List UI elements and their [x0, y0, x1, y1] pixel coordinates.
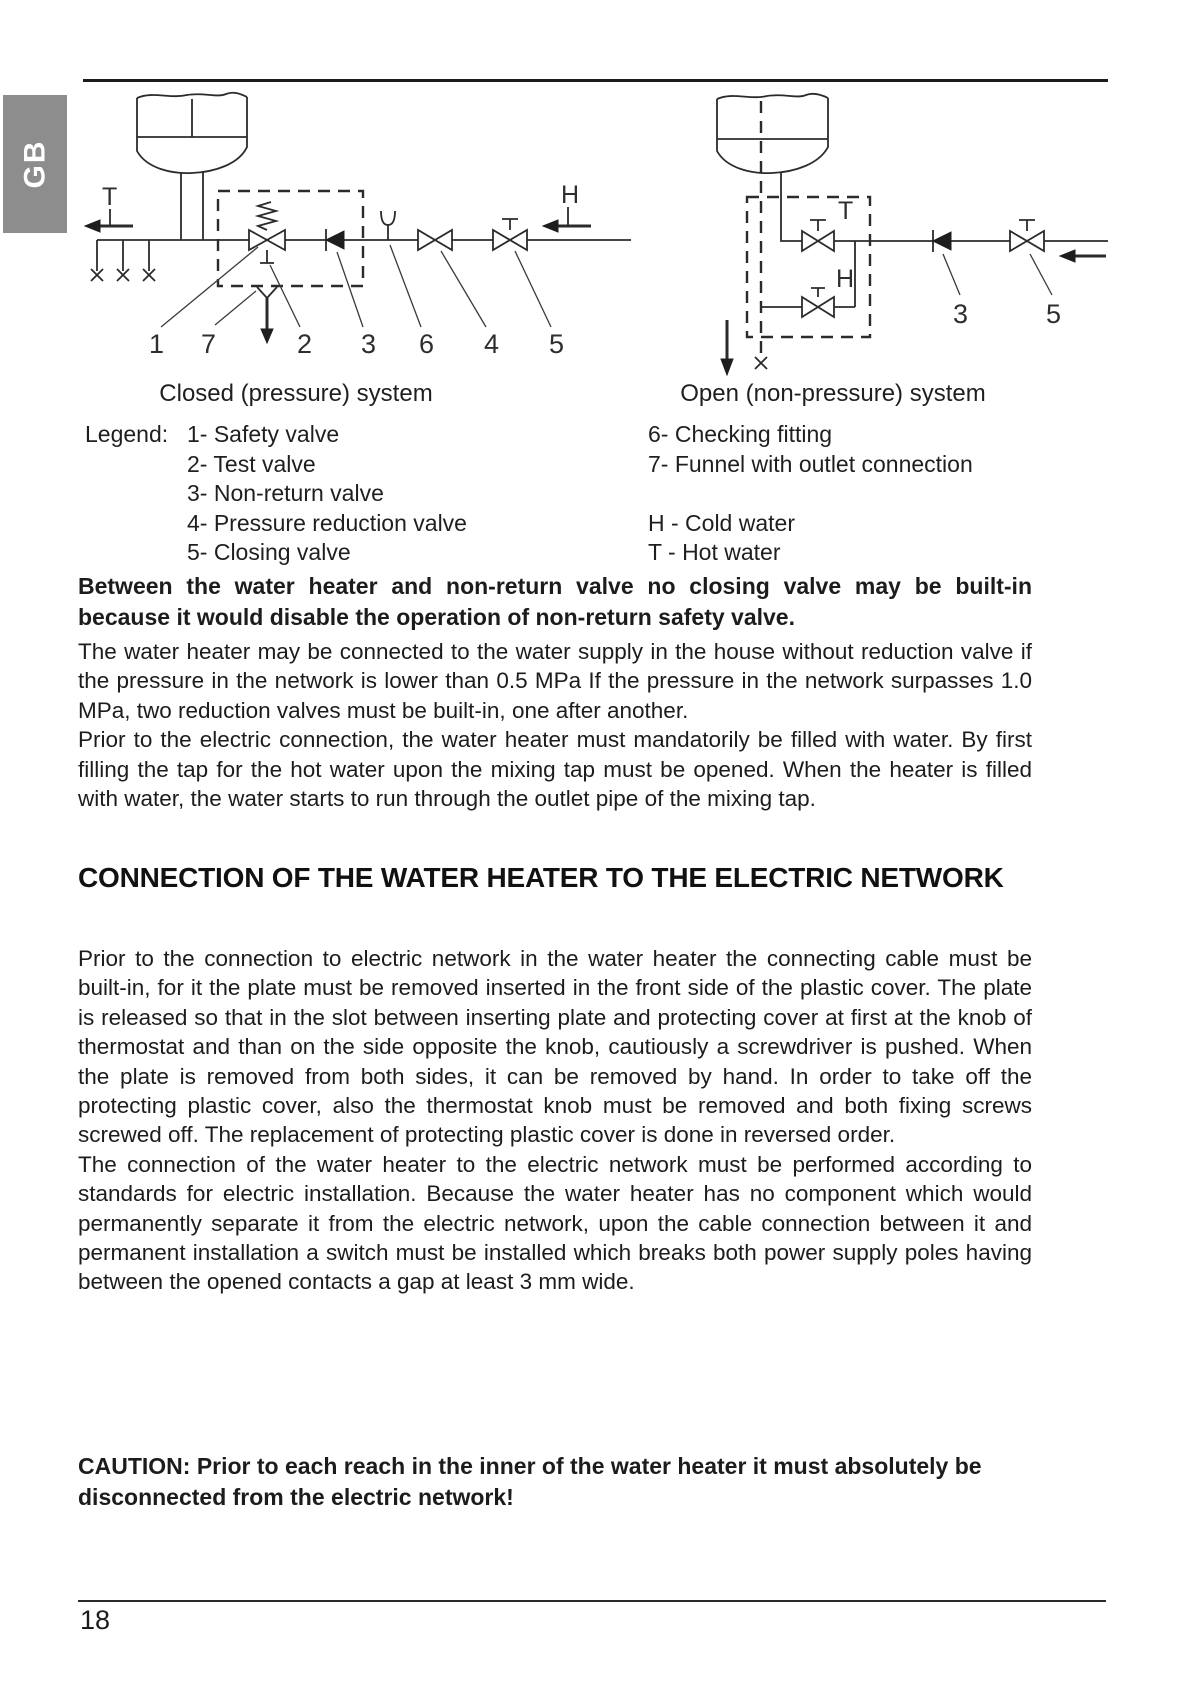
- language-tab: [3, 95, 67, 233]
- closed-system-figure: [75, 85, 645, 380]
- callout-4: 4: [484, 329, 500, 359]
- safety-valve-symbol: [249, 202, 285, 250]
- down-arrow-icon: [721, 359, 733, 375]
- hot-water-label: T: [102, 183, 118, 211]
- closing-valve-symbol: [493, 219, 527, 250]
- test-valve-symbol: [260, 250, 274, 263]
- legend-row: [85, 479, 1085, 509]
- callout-6: 6: [419, 329, 435, 359]
- legend-row: [85, 509, 1085, 539]
- cold-valve-symbol: [802, 265, 854, 317]
- hot-water-outlet: [85, 183, 133, 232]
- left-arrow-icon: [543, 220, 558, 232]
- callout-lines: [943, 254, 1052, 295]
- open-system-caption: Open (non-pressure) system: [680, 380, 986, 407]
- body-block-1: [78, 637, 1032, 813]
- drain-stubs: [91, 240, 155, 281]
- callout-5: 5: [549, 329, 565, 359]
- pressure-reduction-valve-symbol: [418, 230, 452, 250]
- legend-title: Legend:: [85, 421, 169, 447]
- caution-paragraph: CAUTION: Prior to each reach in the inner of the water heater it must absolutely be disconnected from the electric network!: [78, 1453, 982, 1510]
- legend-item: H - Cold water: [648, 509, 795, 536]
- callout-numbers: [953, 299, 1061, 329]
- paragraph: Prior to the connection to electric network in the water heater the connecting cable must be built-in, for it the plate must be removed inserted in the front side of the plastic cover. The plate is released so that in the slot between inserting plate and protecting cover at first at the knob of thermostat and than on the side opposite the knob, cautiously a screwdriver is pushed. When the plate is removed from both sides, it can be removed by hand. In order to take off the protecting plastic cover, also the thermostat knob must be removed and both fixing screws screwed off. The replacement of protecting plastic cover is done in reversed order.: [78, 946, 1032, 1148]
- legend-item: 2- Test valve: [187, 450, 316, 477]
- page-number: 18: [80, 1605, 111, 1635]
- cold-water-label: H: [836, 265, 855, 293]
- funnel-symbol: [257, 287, 277, 343]
- inlet-arrow: [1060, 250, 1106, 262]
- footer-rule: [78, 1600, 1106, 1602]
- section-heading: CONNECTION OF THE WATER HEATER TO THE ELECTRIC NETWORK: [78, 862, 1004, 893]
- legend-row: [85, 538, 1085, 568]
- legend-item: 7- Funnel with outlet connection: [648, 450, 973, 477]
- closing-valve-symbol: [1010, 220, 1044, 251]
- tank-feed-pipe: [781, 173, 802, 241]
- closed-system-diagram: [75, 85, 645, 375]
- closed-system-caption: Closed (pressure) system: [159, 380, 433, 407]
- callout-5: 5: [1046, 299, 1062, 329]
- legend-row: [85, 450, 1085, 480]
- water-heater-tank: [137, 93, 247, 240]
- callout-7: 7: [201, 329, 217, 359]
- paragraph: The connection of the water heater to the electric network must be performed according to standards for electric installation. Because the water heater has no component which would permanently separate it from the electric network, upon the cable connection between it and permanent installation a switch must be installed which breaks both power supply poles having between the opened contacts a gap at least 3 mm wide.: [78, 1151, 1032, 1295]
- legend-item: 1- Safety valve: [187, 421, 340, 447]
- paragraph: Prior to the electric connection, the water heater must mandatorily be filled with water. By first filling the tap for the hot water upon the mixing tap must be opened. When the heater is filled with water, the water starts to run through the outlet pipe of the mixing tap.: [78, 727, 1032, 812]
- overflow-pipe: [755, 101, 767, 369]
- hot-water-label: T: [838, 197, 854, 225]
- checking-fitting-symbol: [381, 211, 395, 240]
- open-system-diagram: [650, 85, 1120, 380]
- cold-water-inlet: [543, 181, 591, 232]
- legend-item: 6- Checking fitting: [648, 421, 833, 447]
- language-tab-label: GB: [18, 139, 51, 189]
- legend-item: 5- Closing valve: [187, 539, 351, 565]
- legend-item: T - Hot water: [648, 539, 781, 565]
- body-block-2: [78, 944, 1032, 1297]
- open-system-figure: [650, 85, 1120, 385]
- legend-row: [85, 420, 1085, 450]
- legend-item: 4- Pressure reduction valve: [187, 509, 467, 536]
- callout-2: 2: [297, 329, 313, 359]
- warning-paragraph: Between the water heater and non-return valve no closing valve may be built-in because it would disable the operation of non-return safety valve.: [78, 573, 1032, 630]
- callout-3: 3: [361, 329, 377, 359]
- left-arrow-icon: [85, 220, 100, 232]
- paragraph: The water heater may be connected to the water supply in the house without reduction valve if the pressure in the network is lower than 0.5 MPa If the pressure in the network surpasses 1.0 MPa, two reduction valves must be built-in, one after another.: [78, 639, 1032, 723]
- left-arrow-icon: [1060, 250, 1075, 262]
- callout-3: 3: [953, 299, 969, 329]
- drain-arrow: [721, 320, 733, 375]
- cold-water-label: H: [561, 181, 580, 209]
- water-heater-tank: [717, 94, 828, 173]
- top-rule: [83, 79, 1108, 82]
- callout-1: 1: [149, 329, 165, 359]
- hot-valve-symbol: [802, 197, 853, 251]
- legend-item: 3- Non-return valve: [187, 480, 384, 506]
- legend: [85, 420, 1085, 568]
- callout-numbers: [149, 329, 564, 359]
- non-return-valve-symbol: [933, 230, 951, 252]
- legend-item: [648, 479, 1085, 509]
- non-return-valve-symbol: [326, 229, 344, 251]
